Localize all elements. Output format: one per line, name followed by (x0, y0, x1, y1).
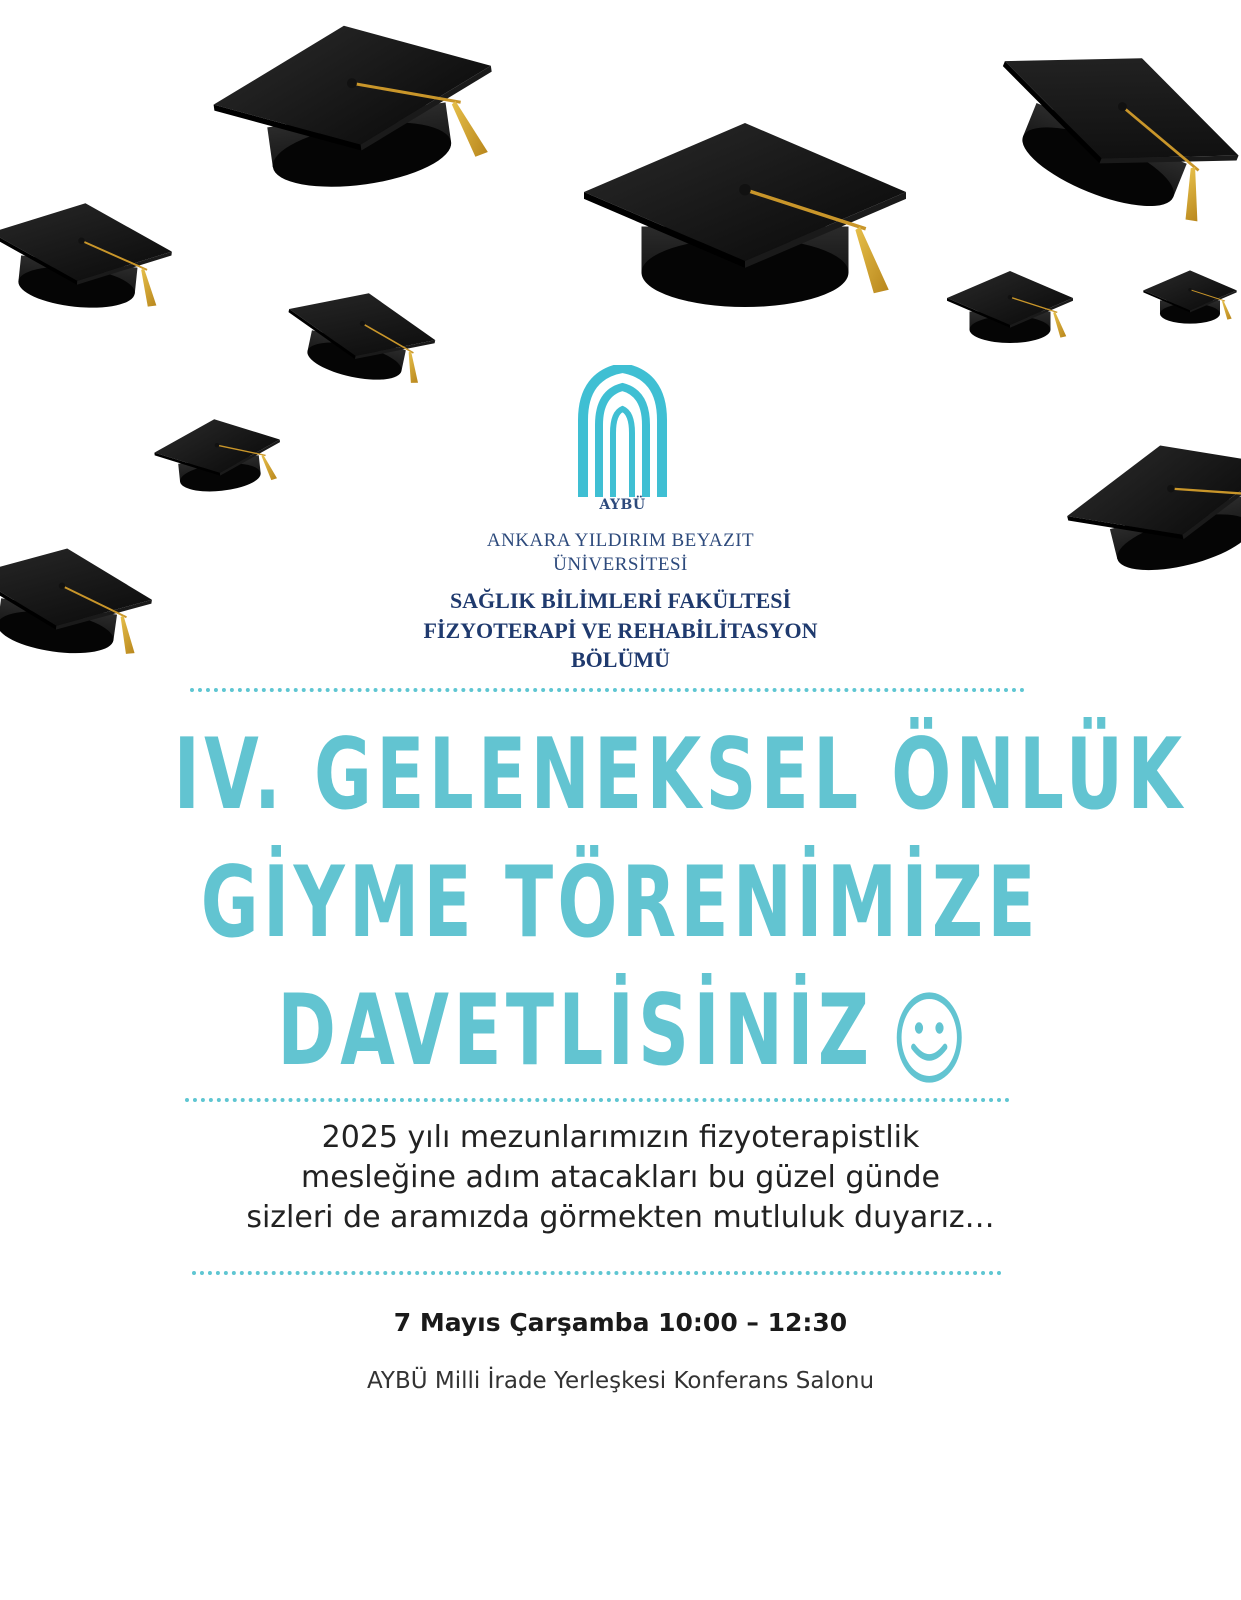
dotted-divider (190, 688, 1025, 692)
graduation-cap-icon (144, 403, 293, 507)
graduation-cap-icon (158, 0, 552, 230)
arch-logo-icon (575, 365, 670, 497)
headline-line2: GİYME TÖRENİMİZE (200, 846, 1040, 960)
smiley-face-icon (895, 990, 963, 1085)
university-name-line1: ANKARA YILDIRIM BEYAZIT (486, 530, 755, 551)
headline-line1: IV. GELENEKSEL ÖNLÜK (173, 718, 1187, 832)
headline-line3: DAVETLİSİNİZ (277, 974, 874, 1088)
university-logo (575, 365, 670, 520)
department-name-line2: BÖLÜMÜ (571, 647, 670, 672)
logo-abbreviation: AYBÜ (599, 497, 646, 513)
graduation-cap-icon (267, 250, 453, 420)
graduation-cap-icon (1140, 262, 1240, 332)
message-line3: sizleri de aramızda görmekten mutluluk duyarız… (246, 1200, 995, 1235)
faculty-name: SAĞLIK BİLİMLERİ FAKÜLTESİ (449, 588, 792, 613)
graduation-cap-icon (0, 179, 196, 331)
message-line1: 2025 yılı mezunlarımızın fizyoterapistlik (321, 1120, 920, 1155)
headline-line3-wrapper (174, 976, 1068, 1086)
graduation-cap-icon (920, 262, 1100, 352)
dotted-divider (185, 1098, 1010, 1102)
dotted-divider (192, 1271, 1002, 1275)
university-name-line2: ÜNİVERSİTESİ (553, 554, 688, 575)
department-name-line1: FİZYOTERAPİ VE REHABİLİTASYON (423, 618, 818, 643)
message-line2: mesleğine adım atacakları bu güzel günde (300, 1160, 940, 1195)
event-venue: AYBÜ Milli İrade Yerleşkesi Konferans Salonu (366, 1368, 875, 1394)
event-datetime: 7 Mayıs Çarşamba 10:00 – 12:30 (393, 1308, 848, 1337)
